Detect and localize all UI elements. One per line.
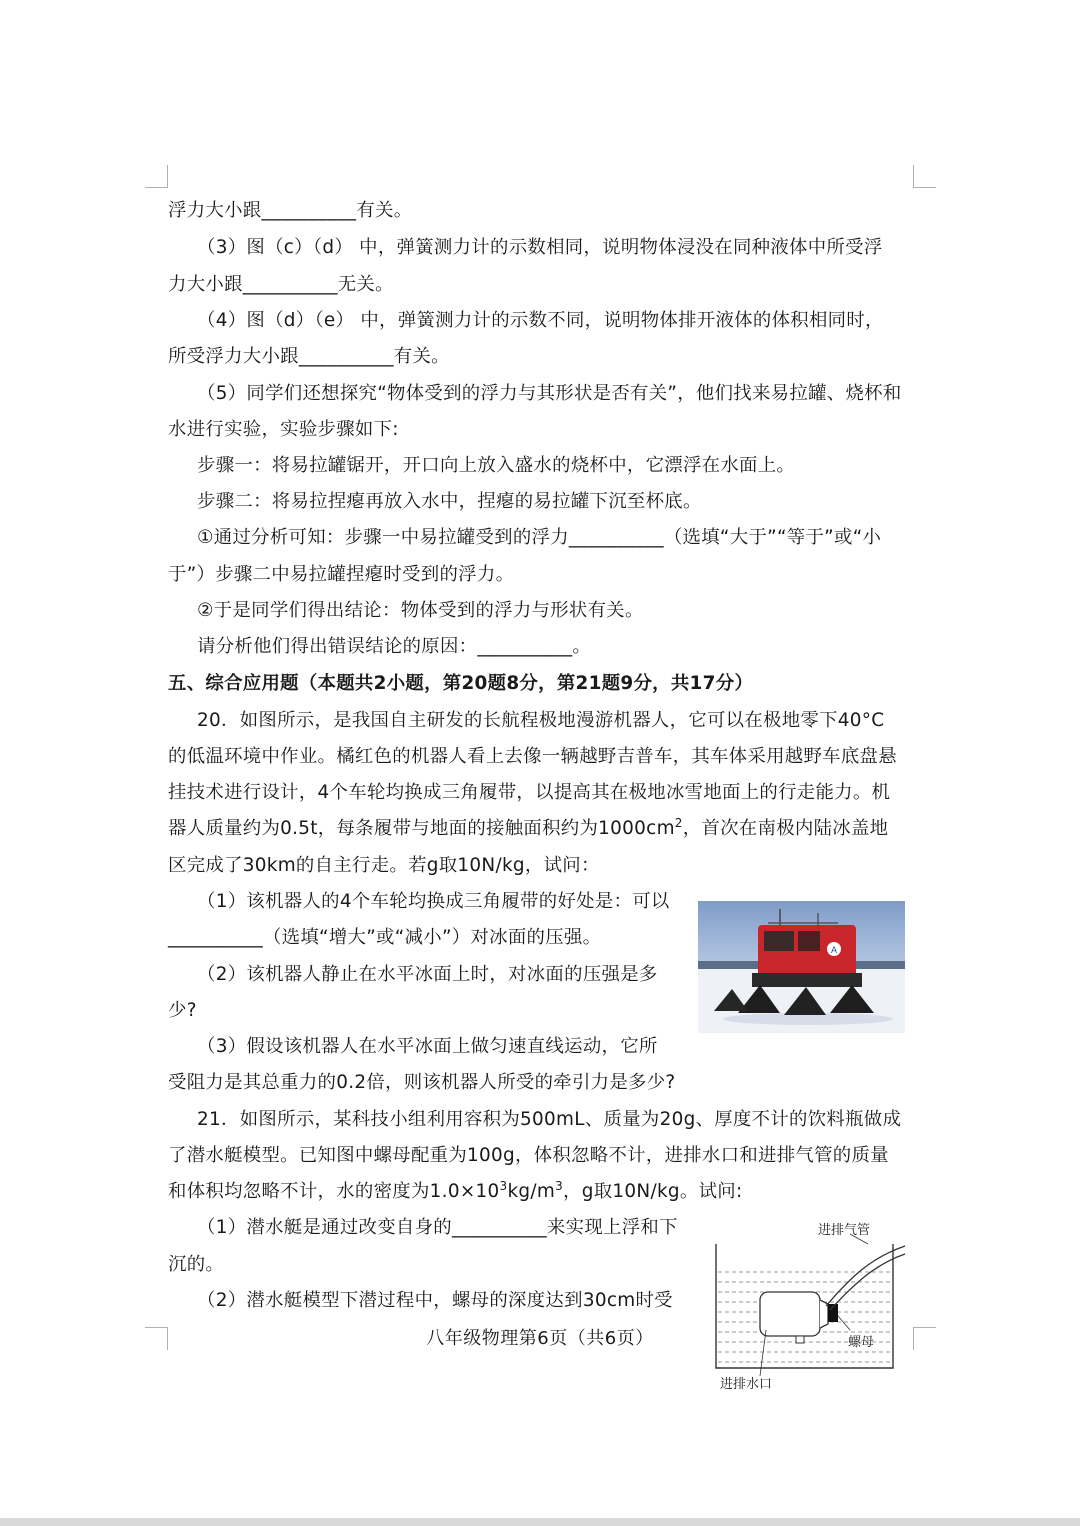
question-20-line: 区完成了30km的自主行走。若g取10N/kg，试问： — [168, 855, 600, 876]
label-nut: 螺母 — [848, 1335, 875, 1350]
question-20-sub-3: 受阻力是其总重力的0.2倍，则该机器人所受的牵引力是多少? — [168, 1072, 676, 1093]
text-segment: ，g取10N/kg。试问: — [563, 1181, 743, 1202]
question-20-sub-1: __________（选填“增大”或“减小”）对冰面的压强。 — [168, 927, 602, 948]
crop-mark-top-left — [145, 165, 168, 188]
page-bottom-edge — [0, 1518, 1080, 1526]
question-20-line: 挂技术进行设计，4个车轮均换成三角履带，以提高其在极地冰雪地面上的行走能力。机 — [168, 782, 891, 803]
text-line: （3）图（c）（d） 中，弹簧测力计的示数相同，说明物体浸没在同种液体中所受浮 — [197, 237, 883, 258]
text-line: 水进行实验，实验步骤如下: — [168, 419, 399, 440]
question-21-sub-1: （1）潜水艇是通过改变自身的__________来实现上浮和下 — [197, 1217, 678, 1238]
text-line: 步骤一：将易拉罐锯开，开口向上放入盛水的烧杯中，它漂浮在水面上。 — [197, 455, 796, 476]
text-segment: 器人质量约为0.5t，每条履带与地面的接触面积约为1000cm — [168, 818, 675, 839]
question-20-line: 20．如图所示，是我国自主研发的长航程极地漫游机器人，它可以在极地零下40°C — [197, 710, 885, 731]
superscript: 2 — [674, 815, 683, 830]
superscript: 3 — [499, 1178, 508, 1193]
submarine-model-diagram — [710, 1218, 910, 1393]
superscript: 3 — [555, 1178, 564, 1193]
text-line: 浮力大小跟__________有关。 — [168, 200, 413, 221]
question-21-line — [168, 1179, 742, 1205]
text-line: 力大小跟__________无关。 — [168, 274, 394, 295]
polar-robot-photo — [698, 901, 905, 1033]
text-line: ②于是同学们得出结论：物体受到的浮力与形状有关。 — [197, 600, 644, 621]
question-20-sub-2: （2）该机器人静止在水平冰面上时，对冰面的压强是多 — [197, 964, 658, 985]
text-line: 所受浮力大小跟__________有关。 — [168, 346, 450, 367]
text-line: 于”）步骤二中易拉罐捏瘪时受到的浮力。 — [168, 564, 515, 585]
text-segment: kg/m — [507, 1181, 556, 1202]
question-21-line: 21．如图所示，某科技小组利用容积为500mL、质量为20g、厚度不计的饮料瓶做成 — [197, 1109, 902, 1130]
label-air-pipe: 进排气管 — [818, 1223, 871, 1238]
question-20-sub-2: 少? — [168, 1000, 197, 1021]
svg-text:A: A — [831, 945, 838, 955]
section-heading: 五、综合应用题（本题共2小题，第20题8分，第21题9分，共17分） — [168, 673, 754, 694]
text-line: （5）同学们还想探究“物体受到的浮力与其形状是否有关”，他们找来易拉罐、烧杯和 — [197, 383, 902, 404]
crop-mark-top-right — [913, 165, 936, 188]
question-21-sub-2: （2）潜水艇模型下潜过程中，螺母的深度达到30cm时受 — [197, 1290, 673, 1311]
question-21-sub-1: 沉的。 — [168, 1254, 225, 1275]
question-20-sub-1: （1）该机器人的4个车轮均换成三角履带的好处是：可以 — [197, 891, 670, 912]
text-line: ①通过分析可知：步骤一中易拉罐受到的浮力__________（选填“大于”“等于”或“小 — [197, 527, 882, 548]
page-footer: 八年级物理第6页（共6页） — [426, 1328, 654, 1349]
text-line: 步骤二：将易拉捏瘪再放入水中，捏瘪的易拉罐下沉至杯底。 — [197, 491, 702, 512]
text-line: （4）图（d）（e） 中，弹簧测力计的示数不同，说明物体排开液体的体积相同时， — [197, 310, 884, 331]
label-water-inlet: 进排水口 — [720, 1377, 773, 1392]
question-21-line: 了潜水艇模型。已知图中螺母配重为100g，体积忽略不计，进排水口和进排气管的质量 — [168, 1145, 889, 1166]
question-20-line — [168, 816, 888, 842]
text-line: 请分析他们得出错误结论的原因：__________。 — [197, 636, 592, 657]
text-segment: ，首次在南极内陆冰盖地 — [682, 818, 889, 839]
question-20-line: 的低温环境中作业。橘红色的机器人看上去像一辆越野吉普车，其车体采用越野车底盘悬 — [168, 746, 897, 767]
question-20-sub-3: （3）假设该机器人在水平冰面上做匀速直线运动，它所 — [197, 1036, 658, 1057]
text-segment: 和体积均忽略不计，水的密度为1.0×10 — [168, 1181, 500, 1202]
